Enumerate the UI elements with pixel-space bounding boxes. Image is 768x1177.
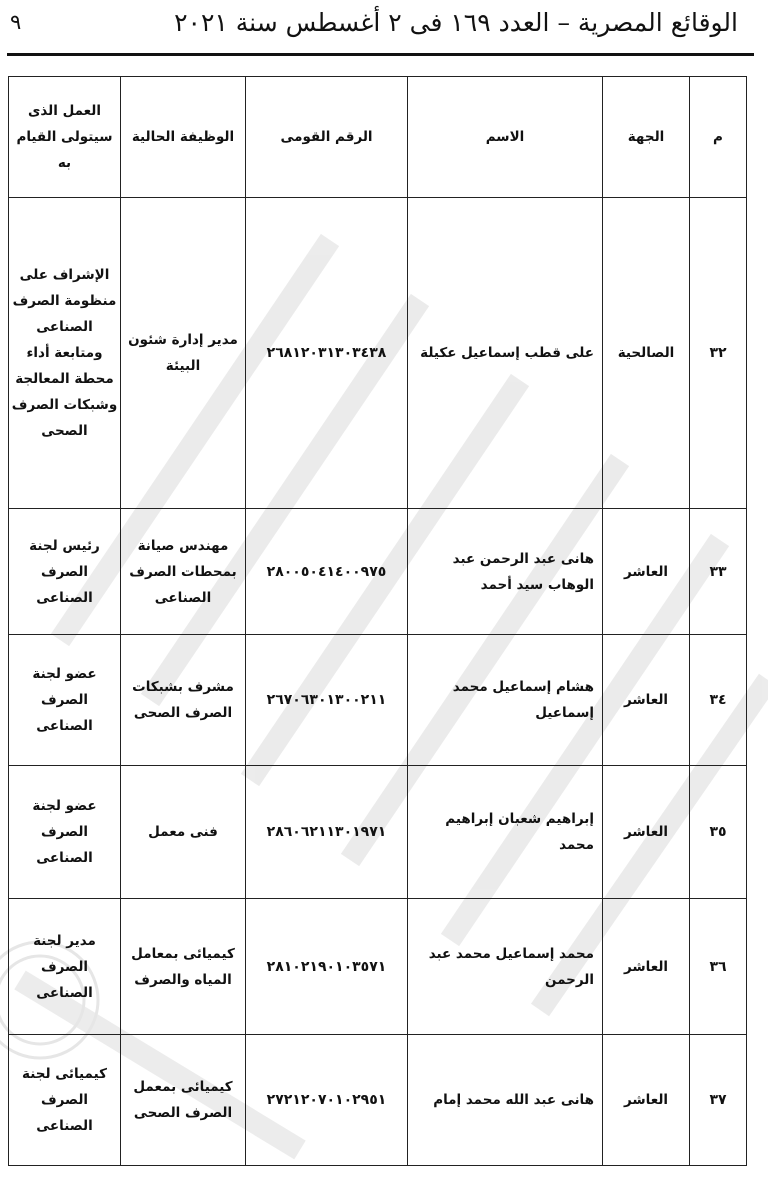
- row-name: هانى عبد الله محمد إمام: [408, 1035, 603, 1166]
- column-header-national-id: الرقم القومى: [246, 77, 408, 198]
- row-current-job: مهندس صيانة بمحطات الصرف الصناعى: [121, 509, 246, 635]
- row-current-job: مشرف بشبكات الصرف الصحى: [121, 635, 246, 766]
- table-row: [9, 198, 747, 509]
- row-assigned-task: كيميائى لجنة الصرف الصناعى: [9, 1035, 121, 1166]
- column-header-number: م: [690, 77, 747, 198]
- row-side: العاشر: [603, 509, 690, 635]
- row-current-job: كيميائى بمعامل المياه والصرف: [121, 899, 246, 1035]
- row-assigned-task: الإشراف على منظومة الصرف الصناعى ومتابعة أداء محطة المعالجة وشبكات الصرف الصحى: [9, 198, 121, 509]
- row-side: العاشر: [603, 635, 690, 766]
- row-name: محمد إسماعيل محمد عبد الرحمن: [408, 899, 603, 1035]
- column-header-name: الاسم: [408, 77, 603, 198]
- column-header-side: الجهة: [603, 77, 690, 198]
- row-side: الصالحية: [603, 198, 690, 509]
- row-number: ٣٧: [690, 1035, 747, 1166]
- table-row: [9, 635, 747, 766]
- row-current-job: كيميائى بمعمل الصرف الصحى: [121, 1035, 246, 1166]
- header-rule: [7, 53, 754, 56]
- row-name: هانى عبد الرحمن عبد الوهاب سيد أحمد: [408, 509, 603, 635]
- row-national-id: ٢٦٧٠٦٣٠١٣٠٠٢١١: [246, 635, 408, 766]
- row-assigned-task: عضو لجنة الصرف الصناعى: [9, 635, 121, 766]
- row-side: العاشر: [603, 899, 690, 1035]
- row-national-id: ٢٨٠٠٥٠٤١٤٠٠٩٧٥: [246, 509, 408, 635]
- row-current-job: مدير إدارة شئون البيئة: [121, 198, 246, 509]
- table-header-row: [9, 77, 747, 198]
- row-assigned-task: رئيس لجنة الصرف الصناعى: [9, 509, 121, 635]
- row-national-id: ٢٧٢١٢٠٧٠١٠٢٩٥١: [246, 1035, 408, 1166]
- row-number: ٣٢: [690, 198, 747, 509]
- row-number: ٣٦: [690, 899, 747, 1035]
- column-header-assigned-task: العمل الذى سيتولى القيام به: [9, 77, 121, 198]
- row-name: على قطب إسماعيل عكيلة: [408, 198, 603, 509]
- row-assigned-task: عضو لجنة الصرف الصناعى: [9, 766, 121, 899]
- table-row: [9, 1035, 747, 1166]
- table-row: [9, 509, 747, 635]
- header-title: الوقائع المصرية – العدد ١٦٩ فى ٢ أغسطس سنة ٢٠٢١: [174, 8, 738, 37]
- row-national-id: ٢٨١٠٢١٩٠١٠٣٥٧١: [246, 899, 408, 1035]
- appointments-table: [8, 76, 747, 1166]
- row-name: هشام إسماعيل محمد إسماعيل: [408, 635, 603, 766]
- table-row: [9, 766, 747, 899]
- row-national-id: ٢٦٨١٢٠٣١٣٠٣٤٣٨: [246, 198, 408, 509]
- page-header: [10, 4, 748, 48]
- row-assigned-task: مدير لجنة الصرف الصناعى: [9, 899, 121, 1035]
- row-side: العاشر: [603, 766, 690, 899]
- row-number: ٣٥: [690, 766, 747, 899]
- row-number: ٣٣: [690, 509, 747, 635]
- row-national-id: ٢٨٦٠٦٢١١٣٠١٩٧١: [246, 766, 408, 899]
- row-number: ٣٤: [690, 635, 747, 766]
- row-side: العاشر: [603, 1035, 690, 1166]
- row-name: إبراهيم شعبان إبراهيم محمد: [408, 766, 603, 899]
- column-header-current-job: الوظيفة الحالية: [121, 77, 246, 198]
- table-row: [9, 899, 747, 1035]
- row-current-job: فنى معمل: [121, 766, 246, 899]
- page-number: ٩: [10, 10, 22, 34]
